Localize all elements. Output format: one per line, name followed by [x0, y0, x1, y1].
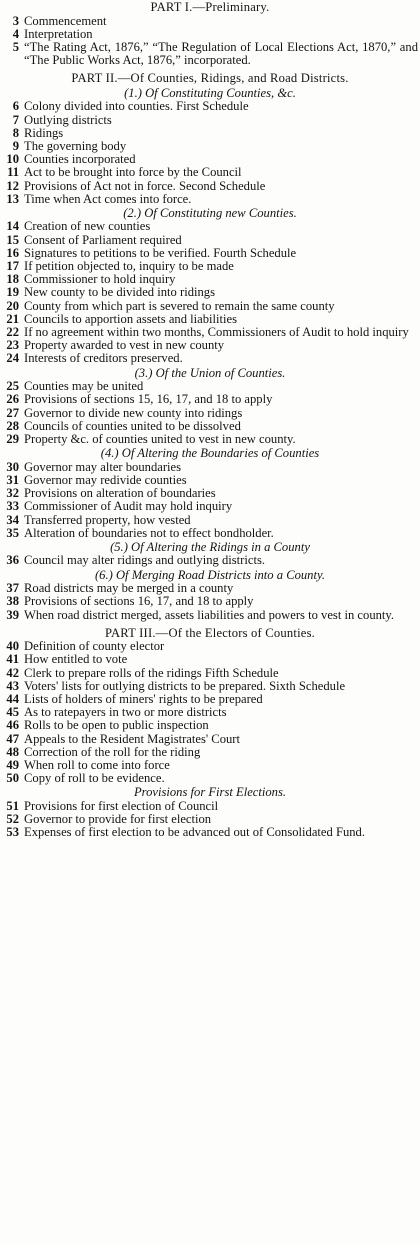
- section-number: 9: [12, 138, 19, 153]
- section-title: Copy of roll to be evidence.: [24, 771, 165, 786]
- contents-entry: [2, 352, 418, 365]
- section-number: 23: [6, 338, 19, 353]
- part-heading: PART II.—Of Counties, Ridings, and Road Districts.: [71, 71, 349, 86]
- section-number: 42: [6, 665, 19, 680]
- section-title: Governor may alter boundaries: [24, 459, 182, 474]
- section-title: Councils of counties united to be dissolved: [24, 418, 241, 433]
- section-number: 16: [6, 245, 19, 260]
- contents-entry: [2, 234, 418, 247]
- section-number: 38: [6, 594, 19, 609]
- contents-entry: [2, 514, 418, 527]
- part-heading: PART III.—Of the Electors of Counties.: [104, 625, 316, 640]
- contents-entry: [2, 114, 418, 127]
- section-title: Governor to divide new county into ridings: [24, 405, 243, 420]
- section-number: 6: [12, 99, 19, 114]
- contents-entry: [2, 433, 418, 446]
- section-number: 13: [6, 191, 19, 206]
- contents-entry: [2, 180, 418, 193]
- contents-entry: [2, 653, 418, 666]
- section-number: 32: [6, 486, 19, 501]
- section-title: If no agreement within two months, Commissioners of Audit to hold inquiry: [24, 325, 409, 340]
- section-number: 4: [12, 26, 19, 41]
- section-title: Provisions of sections 15, 16, 17, and 18 to apply: [24, 392, 273, 407]
- section-subheading: (4.) Of Altering the Boundaries of Counties: [100, 446, 320, 461]
- section-number: 7: [12, 112, 19, 127]
- section-title: Road districts may be merged in a county: [24, 581, 234, 596]
- section-title: Transferred property, how vested: [24, 512, 191, 527]
- section-title: Creation of new counties: [24, 219, 151, 234]
- contents-entry: [2, 407, 418, 420]
- section-title: As to ratepayers in two or more districts: [24, 705, 227, 720]
- section-number: 53: [6, 825, 19, 840]
- section-title: Commissioner to hold inquiry: [24, 272, 176, 287]
- section-title: Clerk to prepare rolls of the ridings Fifth Schedule: [24, 665, 279, 680]
- section-title: Lists of holders of miners' rights to be prepared: [24, 692, 263, 707]
- part-heading: PART I.—Preliminary.: [150, 0, 270, 14]
- section-number: 31: [6, 472, 19, 487]
- section-number: 40: [6, 639, 19, 654]
- section-title: Governor to provide for first election: [24, 812, 212, 827]
- section-number: 11: [7, 165, 19, 180]
- section-number: 34: [6, 512, 19, 527]
- section-subheading: (6.) Of Merging Road Districts into a County.: [94, 567, 326, 582]
- section-title: Counties incorporated: [24, 152, 136, 167]
- section-number: 52: [6, 812, 19, 827]
- section-title: Outlying districts: [24, 112, 112, 127]
- section-title: Councils to apportion assets and liabilities: [24, 311, 238, 326]
- contents-entry: [2, 166, 418, 179]
- contents-entry: [2, 220, 418, 233]
- section-subheading: (1.) Of Constituting Counties, &c.: [124, 85, 296, 100]
- section-title: Time when Act comes into force.: [24, 191, 192, 206]
- section-number: 44: [6, 692, 19, 707]
- contents-entry: [2, 554, 418, 567]
- section-title: If petition objected to, inquiry to be made: [24, 259, 234, 274]
- section-number: 17: [6, 259, 19, 274]
- section-title: Property &c. of counties united to vest in new county.: [24, 431, 296, 446]
- section-number: 45: [6, 705, 19, 720]
- section-title: New county to be divided into ridings: [24, 285, 215, 300]
- section-subheading: (2.) Of Constituting new Counties.: [123, 205, 297, 220]
- section-number: 24: [6, 351, 19, 366]
- contents-entry: [2, 393, 418, 406]
- contents-entry: [2, 28, 418, 41]
- section-number: 30: [6, 459, 19, 474]
- section-number: 48: [6, 744, 19, 759]
- section-number: 27: [6, 405, 19, 420]
- section-title: Definition of county elector: [24, 639, 165, 654]
- contents-entry: [2, 100, 418, 113]
- section-title: Appeals to the Resident Magistrates' Court: [24, 731, 240, 746]
- section-title: How entitled to vote: [24, 652, 128, 667]
- contents-entry: [2, 595, 418, 608]
- section-title: Correction of the roll for the riding: [24, 744, 201, 759]
- section-title: When roll to come into force: [24, 758, 170, 773]
- section-title: Property awarded to vest in new county: [24, 338, 225, 353]
- section-title: Council may alter ridings and outlying districts.: [24, 553, 265, 568]
- section-number: 12: [6, 178, 19, 193]
- section-title: Interpretation: [24, 26, 93, 41]
- contents-entry: [2, 772, 418, 785]
- section-title: Governor may redivide counties: [24, 472, 187, 487]
- section-title: Interests of creditors preserved.: [24, 351, 183, 366]
- contents-entry: [2, 15, 418, 28]
- section-title: Commissioner of Audit may hold inquiry: [24, 499, 233, 514]
- section-title: Alteration of boundaries not to effect bondholder.: [24, 525, 274, 540]
- section-title: Colony divided into counties. First Schedule: [24, 99, 249, 114]
- section-number: 14: [6, 219, 19, 234]
- section-number: 50: [6, 771, 19, 786]
- section-subheading: Provisions for First Elections.: [133, 785, 287, 800]
- contents-entry: [2, 41, 418, 67]
- section-number: 46: [6, 718, 19, 733]
- contents-entry: [2, 420, 418, 433]
- section-title: County from which part is severed to remain the same county: [24, 298, 335, 313]
- section-number: 47: [6, 731, 19, 746]
- contents-entry: [2, 286, 418, 299]
- section-number: 8: [12, 125, 19, 140]
- section-title: Consent of Parliament required: [24, 232, 182, 247]
- section-number: 22: [6, 325, 19, 340]
- section-number: 35: [6, 525, 19, 540]
- section-title: Provisions for first election of Council: [24, 798, 219, 813]
- section-number: 18: [6, 272, 19, 287]
- section-number: 20: [6, 298, 19, 313]
- section-number: 3: [12, 13, 19, 28]
- section-title: Commencement: [24, 13, 107, 28]
- contents-entry: [2, 667, 418, 680]
- section-number: 21: [6, 311, 19, 326]
- section-title: Ridings: [24, 125, 64, 140]
- section-number: 33: [6, 499, 19, 514]
- section-number: 5: [12, 39, 19, 54]
- section-subheading: (3.) Of the Union of Counties.: [134, 365, 286, 380]
- section-title: Voters' lists for outlying districts to be prepared. Sixth Schedule: [24, 678, 346, 693]
- section-number: 37: [6, 581, 19, 596]
- contents-entry: [2, 719, 418, 732]
- contents-entry: [2, 300, 418, 313]
- section-title: “The Rating Act, 1876,” “The Regulation of Local Elections Act, 1870,” and “The Public Works Act, 1876,” incorporated.: [24, 39, 418, 68]
- section-title: The governing body: [24, 138, 127, 153]
- contents-entry: [2, 733, 418, 746]
- section-title: Provisions of sections 16, 17, and 18 to apply: [24, 594, 254, 609]
- section-subheading: (5.) Of Altering the Ridings in a County: [110, 539, 310, 554]
- section-number: 36: [6, 553, 19, 568]
- contents-entry: [2, 127, 418, 140]
- section-number: 29: [6, 431, 19, 446]
- section-title: Provisions of Act not in force. Second Schedule: [24, 178, 266, 193]
- section-number: 26: [6, 392, 19, 407]
- section-title: Signatures to petitions to be verified. Fourth Schedule: [24, 245, 297, 260]
- contents-entry: [2, 461, 418, 474]
- contents-entry: [2, 609, 418, 622]
- contents-entry: [2, 193, 418, 206]
- contents-entry: [2, 500, 418, 513]
- section-title: Act to be brought into force by the Council: [24, 165, 242, 180]
- section-number: 10: [6, 152, 19, 167]
- section-number: 25: [6, 379, 19, 394]
- section-number: 39: [6, 607, 19, 622]
- section-title: Rolls to be open to public inspection: [24, 718, 209, 733]
- section-title: Provisions on alteration of boundaries: [24, 486, 216, 501]
- section-title: Expenses of first election to be advanced out of Consolidated Fund.: [24, 825, 366, 840]
- section-number: 15: [6, 232, 19, 247]
- section-number: 19: [6, 285, 19, 300]
- section-number: 41: [6, 652, 19, 667]
- section-number: 49: [6, 758, 19, 773]
- section-number: 43: [6, 678, 19, 693]
- section-title: When road district merged, assets liabilities and powers to vest in county.: [24, 607, 395, 622]
- contents-entry: [2, 826, 418, 839]
- contents-entry: [2, 527, 418, 540]
- section-title: Counties may be united: [24, 379, 144, 394]
- section-number: 51: [6, 798, 19, 813]
- section-number: 28: [6, 418, 19, 433]
